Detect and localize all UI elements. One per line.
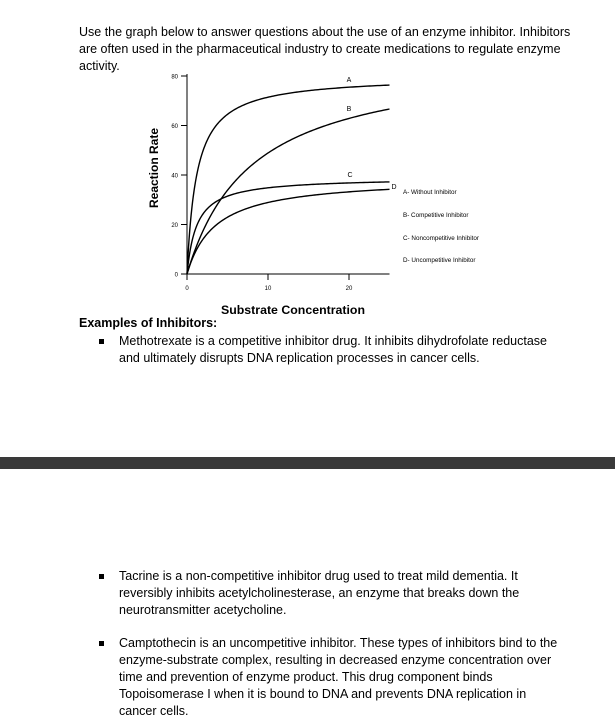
list-item (97, 635, 567, 720)
legend-entry-c: C- Noncompetitive Inhibitor (403, 235, 479, 242)
curve-label-c: C (347, 172, 353, 179)
y-axis-label: Reaction Rate (147, 127, 161, 209)
examples-list-page1 (97, 333, 567, 367)
example-tacrine: Tacrine is a non-competitive inhibitor drug used to treat mild dementia. It reversibly inhibits acetylcholinesterase, an enzyme that breaks down the neurotransmitter acetycholine. (119, 569, 520, 617)
bullet-icon (99, 641, 104, 646)
curve-label-b: B (346, 106, 352, 113)
curve-label-a: A (346, 77, 352, 84)
bullet-icon (99, 339, 104, 344)
legend-entry-d: D- Uncompetitive Inhibitor (403, 257, 476, 264)
example-camptothecin: Camptothecin is an uncompetitive inhibitor. These types of inhibitors bind to the enzyme-substrate complex, resulting in decreased enzyme concentration over time and prevention of enzyme product. This drug component binds Topoisomerase I when it is bound to DNA and prevents DNA replication in cancer cells. (119, 636, 558, 718)
page-divider (0, 457, 615, 469)
x-tick-label: 0 (185, 286, 189, 292)
chart-axes (147, 74, 390, 317)
curve-d (187, 189, 390, 274)
y-tick-label: 0 (174, 272, 178, 279)
inhibitor-chart (140, 68, 520, 318)
examples-title: Examples of Inhibitors: (79, 316, 218, 330)
y-tick-label: 80 (171, 74, 178, 81)
curve-a (187, 85, 390, 274)
intro-paragraph: Use the graph below to answer questions about the use of an enzyme inhibitor. Inhibitors are often used in the pharmaceutical industry to create medications to regulate enzyme activity. (79, 24, 571, 73)
y-tick-label: 40 (171, 173, 178, 180)
curve-c (187, 182, 390, 274)
x-tick-label: 10 (264, 286, 272, 292)
x-tick-label: 20 (345, 286, 353, 292)
examples-list-page2 (97, 568, 567, 720)
y-tick-label: 20 (171, 223, 178, 229)
chart-legend (403, 189, 479, 264)
y-tick-label: 60 (171, 124, 178, 130)
x-axis-label: Substrate Concentration (221, 303, 365, 317)
bullet-icon (99, 574, 104, 579)
example-methotrexate: Methotrexate is a competitive inhibitor drug. It inhibits dihydrofolate reductase and ultimately disrupts DNA replication processes in cancer cells. (119, 334, 548, 365)
chart-curves (187, 77, 397, 274)
list-item (97, 568, 567, 619)
curve-label-d: D (391, 184, 397, 191)
legend-entry-a: A- Without Inhibitor (403, 189, 457, 196)
list-item (97, 333, 567, 367)
legend-entry-b: B- Competitive Inhibitor (403, 212, 469, 219)
